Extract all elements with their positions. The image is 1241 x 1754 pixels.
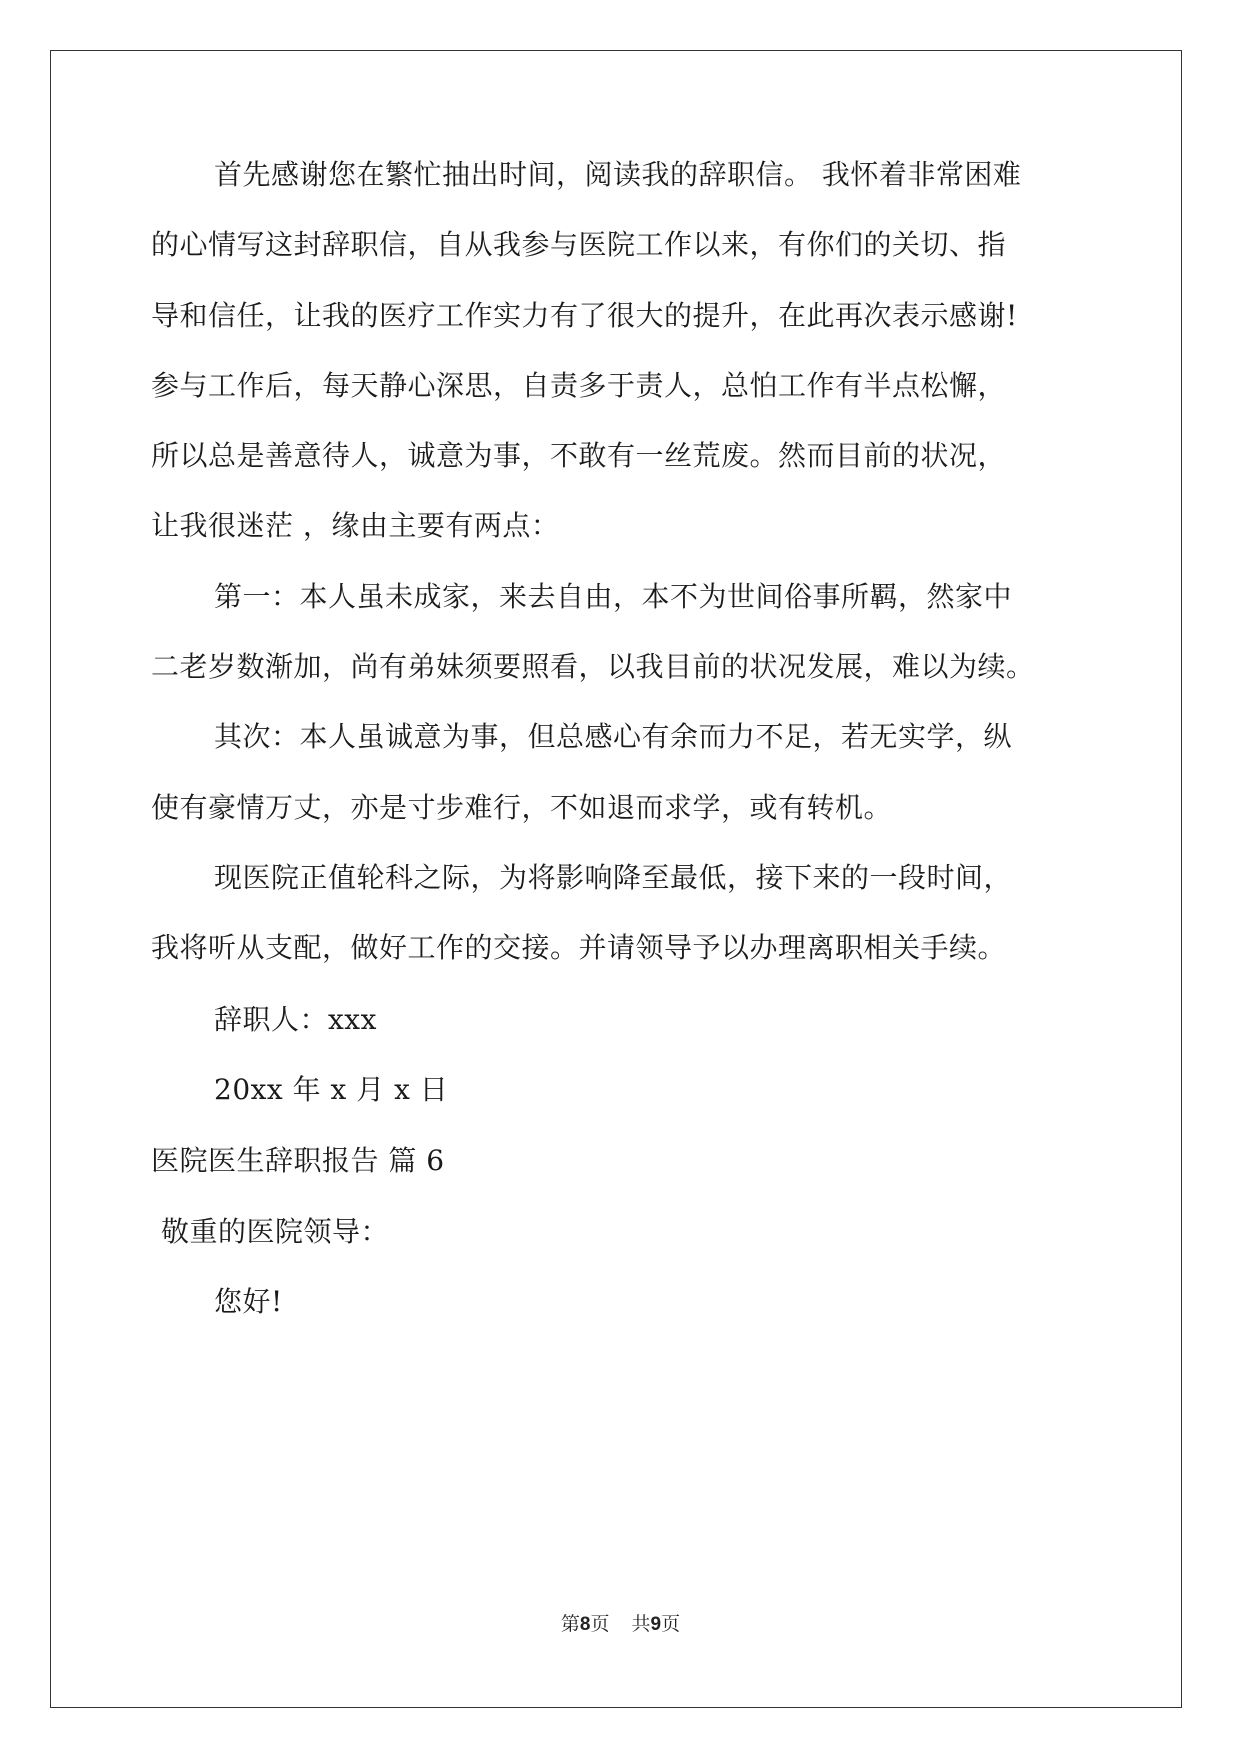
salutation-line: 敬重的医院领导： [161, 1215, 390, 1248]
body-line-6: 让我很迷茫 ，缘由主要有两点： [151, 509, 560, 542]
body-line-9: 其次：本人虽诚意为事，但总感心有余而力不足，若无实学，纵 [214, 720, 1013, 753]
body-line-8: 二老岁数渐加，尚有弟妹须要照看，以我目前的状况发展，难以为续。 [151, 650, 1035, 683]
body-line-5: 所以总是善意待人，诚意为事，不敢有一丝荒废。然而目前的状况， [151, 439, 1007, 472]
footer-page-prefix: 第 [560, 1613, 580, 1635]
body-line-7: 第一：本人虽未成家，来去自由，本不为世间俗事所羁，然家中 [214, 580, 1013, 613]
footer-total-suffix: 页 [661, 1613, 681, 1635]
footer-page-total: 9 [650, 1614, 662, 1635]
body-line-3: 导和信任，让我的医疗工作实力有了很大的提升，在此再次表示感谢! [151, 299, 1018, 332]
greeting-line: 您好! [214, 1285, 283, 1318]
date-line: 20xx 年 x 月 x 日 [214, 1073, 449, 1106]
body-line-4: 参与工作后，每天静心深思，自责多于责人，总怕工作有半点松懈， [151, 369, 1007, 402]
body-line-10: 使有豪情万丈，亦是寸步难行，不如退而求学，或有转机。 [151, 791, 893, 824]
body-line-12: 我将听从支配，做好工作的交接。并请领导予以办理离职相关手续。 [151, 931, 1007, 964]
footer-page-suffix: 页 [590, 1613, 610, 1635]
footer-total-prefix: 共 [631, 1613, 651, 1635]
section-heading: 医院医生辞职报告 篇 6 [151, 1144, 445, 1177]
body-line-1: 首先感谢您在繁忙抽出时间，阅读我的辞职信。 我怀着非常困难 [214, 158, 1022, 191]
page-footer [0, 1612, 1241, 1637]
body-line-11: 现医院正值轮科之际，为将影响降至最低，接下来的一段时间， [214, 861, 1013, 894]
body-line-2: 的心情写这封辞职信，自从我参与医院工作以来，有你们的关切、指 [151, 228, 1007, 261]
footer-page-current: 8 [579, 1614, 591, 1635]
signature-line: 辞职人：xxx [214, 1003, 377, 1036]
